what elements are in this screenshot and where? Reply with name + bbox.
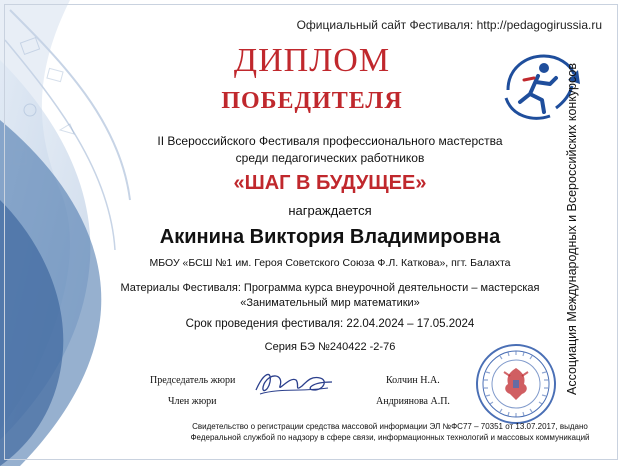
footer-line-2: Федеральной службой по надзору в сфере связи, информационных технологий и массовых коммуникаций	[190, 433, 590, 442]
materials-line-2: «Занимательный мир математики»	[240, 297, 420, 309]
festival-description	[130, 133, 530, 167]
diploma-title: ДИПЛОМ	[233, 42, 391, 79]
festival-dates: Срок проведения фестиваля: 22.04.2024 – 17.05.2024	[185, 318, 475, 330]
chair-name: Колчин Н.А.	[386, 375, 440, 386]
registration-footer	[170, 421, 610, 443]
association-vertical-label: Ассоциация Международных и Всероссийских конкурсов	[565, 63, 579, 395]
official-stamp-icon	[474, 342, 558, 426]
series-number: Серия БЭ №240422 -2-76	[264, 341, 396, 353]
member-name: Андриянова А.П.	[376, 396, 450, 407]
official-site-label: Официальный сайт Фестиваля: http://pedagogirussia.ru	[296, 18, 602, 32]
chair-role-label: Председатель жюри	[150, 375, 236, 386]
footer-line-1: Свидетельство о регистрации средства массовой информации ЭЛ №ФС77 – 70351 от 13.07.2017, выдано	[192, 422, 588, 431]
signature-scribble-icon	[250, 364, 336, 398]
festival-slogan: «ШАГ В БУДУЩЕЕ»	[233, 172, 427, 194]
recipient-name: Акинина Виктория Владимировна	[159, 226, 501, 248]
awarded-label: награждается	[288, 203, 372, 218]
festival-materials	[100, 281, 560, 311]
festival-line-2: среди педагогических работников	[235, 151, 425, 165]
materials-line-1: Материалы Фестиваля: Программа курса внеурочной деятельности – мастерская	[120, 282, 540, 294]
diploma-subtitle: ПОБЕДИТЕЛЯ	[221, 88, 403, 114]
recipient-school: МБОУ «БСШ №1 им. Героя Советского Союза Ф.Л. Каткова», пгт. Балахта	[149, 257, 511, 269]
member-role-label: Член жюри	[168, 396, 217, 407]
festival-line-1: II Всероссийского Фестиваля профессионального мастерства	[157, 134, 503, 148]
